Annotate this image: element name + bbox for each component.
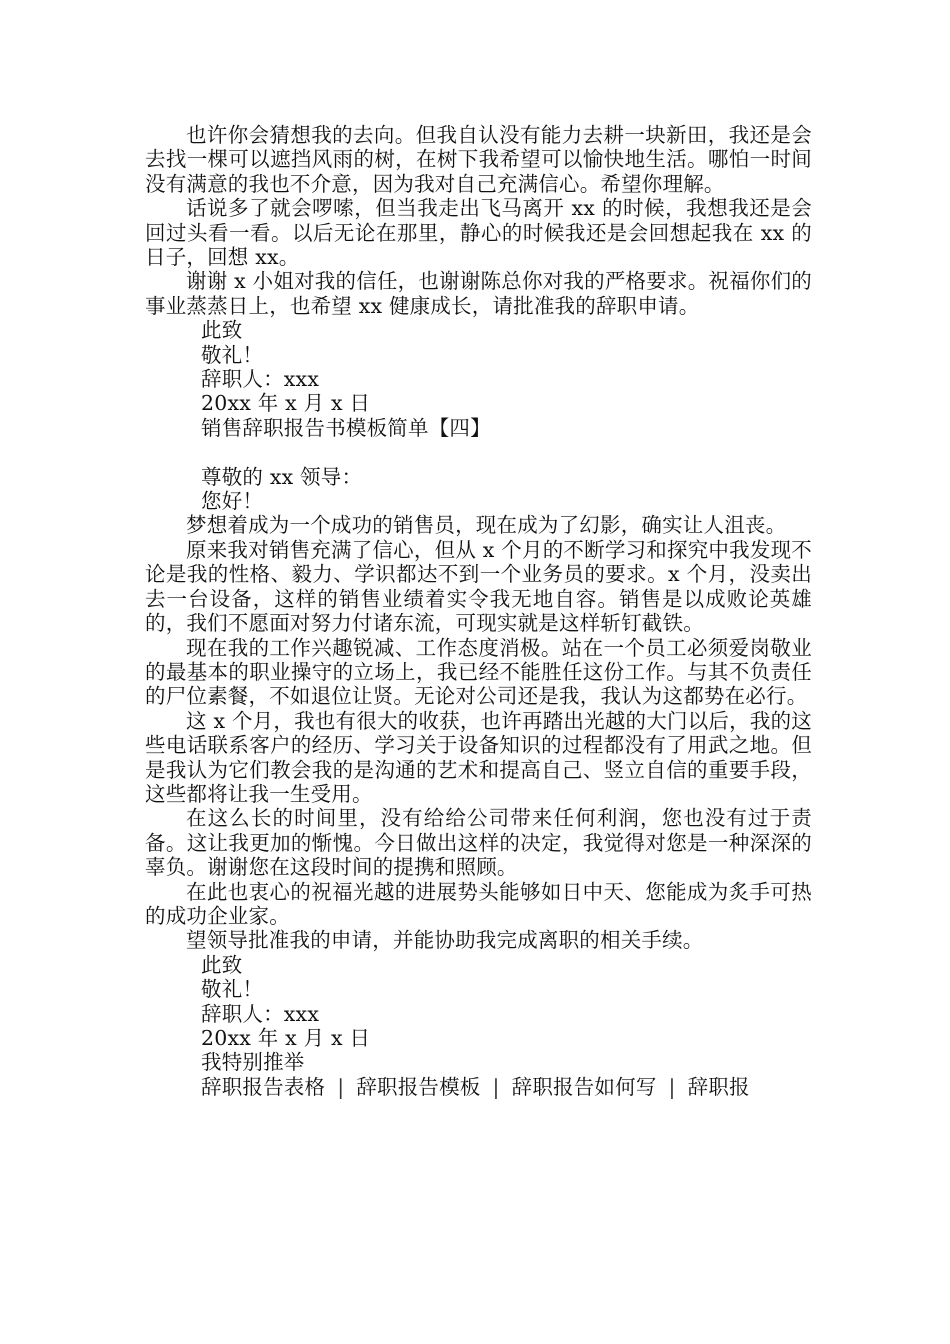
date-text: 20xx 年 x 月 x 日 <box>201 391 371 416</box>
related-link-resignation-template[interactable]: 辞职报告模板 <box>356 1074 481 1099</box>
salute-text: 敬礼！ <box>201 342 264 367</box>
paragraph: 原来我对销售充满了信心，但从 x 个月的不断学习和探究中我发现不论是我的性格、毅力、学识都达不到一个业务员的要求。x 个月，没卖出去一台设备，这样的销售业绩着实令我无地自容。销售是以成败论英雄的，我们不愿面对努力付诸东流，可现实就是这样斩钉截铁。 <box>145 537 812 636</box>
link-separator: | <box>337 1074 345 1099</box>
section-title: 销售辞职报告书模板简单【四】 <box>201 415 491 440</box>
blank-line <box>145 440 812 464</box>
paragraph: 话说多了就会啰嗦，但当我走出飞马离开 xx 的时候，我想我还是会回过头看一看。以后无论在那里，静心的时候我还是会回想起我在 xx 的日子，回想 xx。 <box>145 196 812 270</box>
signer-text: 辞职人：xxx <box>201 1001 320 1026</box>
paragraph: 在这么长的时间里，没有给给公司带来任何利润，您也没有过于责备。这让我更加的惭愧。今日做出这样的决定，我觉得对您是一种深深的辜负。谢谢您在这段时间的提携和照顾。 <box>145 806 812 880</box>
paragraph: 在此也衷心的祝福光越的进展势头能够如日中天、您能成为炙手可热的成功企业家。 <box>145 879 812 928</box>
closing-text: 此致 <box>201 318 243 343</box>
link-separator: | <box>492 1074 500 1099</box>
paragraph: 望领导批准我的申请，并能协助我完成离职的相关手续。 <box>186 928 704 953</box>
paragraph: 也许你会猜想我的去向。但我自认没有能力去耕一块新田，我还是会去找一棵可以遮挡风雨的树，在树下我希望可以愉快地生活。哪怕一时间没有满意的我也不介意，因为我对自己充满信心。希望你理解。 <box>145 123 812 196</box>
related-link-resignation-form[interactable]: 辞职报告表格 <box>201 1074 326 1099</box>
paragraph: 这 x 个月，我也有很大的收获，也许再踏出光越的大门以后，我的这些电话联系客户的经历、学习关于设备知识的过程都没有了用武之地。但是我认为它们教会我的是沟通的艺术和提高自己、竖立自信的重要手段，这些都将让我一生受用。 <box>145 708 812 806</box>
hello-text: 您好！ <box>201 489 264 514</box>
related-links-bar <box>145 1075 812 1099</box>
related-link-resignation-report[interactable]: 辞职报 <box>687 1074 750 1099</box>
related-link-how-to-write[interactable]: 辞职报告如何写 <box>511 1074 657 1099</box>
link-separator: | <box>668 1074 676 1099</box>
paragraph: 谢谢 x 小姐对我的信任，也谢谢陈总你对我的严格要求。祝福你们的事业蒸蒸日上，也希望 xx 健康成长，请批准我的辞职申请。 <box>145 269 812 318</box>
signer-text: 辞职人：xxx <box>201 367 320 392</box>
recommend-heading: 我特别推举 <box>201 1050 305 1075</box>
paragraph: 现在我的工作兴趣锐减、工作态度消极。站在一个员工必须爱岗敬业的最基本的职业操守的立场上，我已经不能胜任这份工作。与其不负责任的尸位素餐，不如退位让贤。无论对公司还是我，我认为这都势在必行。 <box>145 635 812 709</box>
closing-text: 此致 <box>201 952 243 977</box>
document-body <box>145 123 812 1099</box>
greeting-text: 尊敬的 xx 领导： <box>201 464 363 489</box>
salute-text: 敬礼！ <box>201 977 264 1002</box>
paragraph: 梦想着成为一个成功的销售员，现在成为了幻影，确实让人沮丧。 <box>186 513 787 538</box>
date-text: 20xx 年 x 月 x 日 <box>201 1026 371 1051</box>
